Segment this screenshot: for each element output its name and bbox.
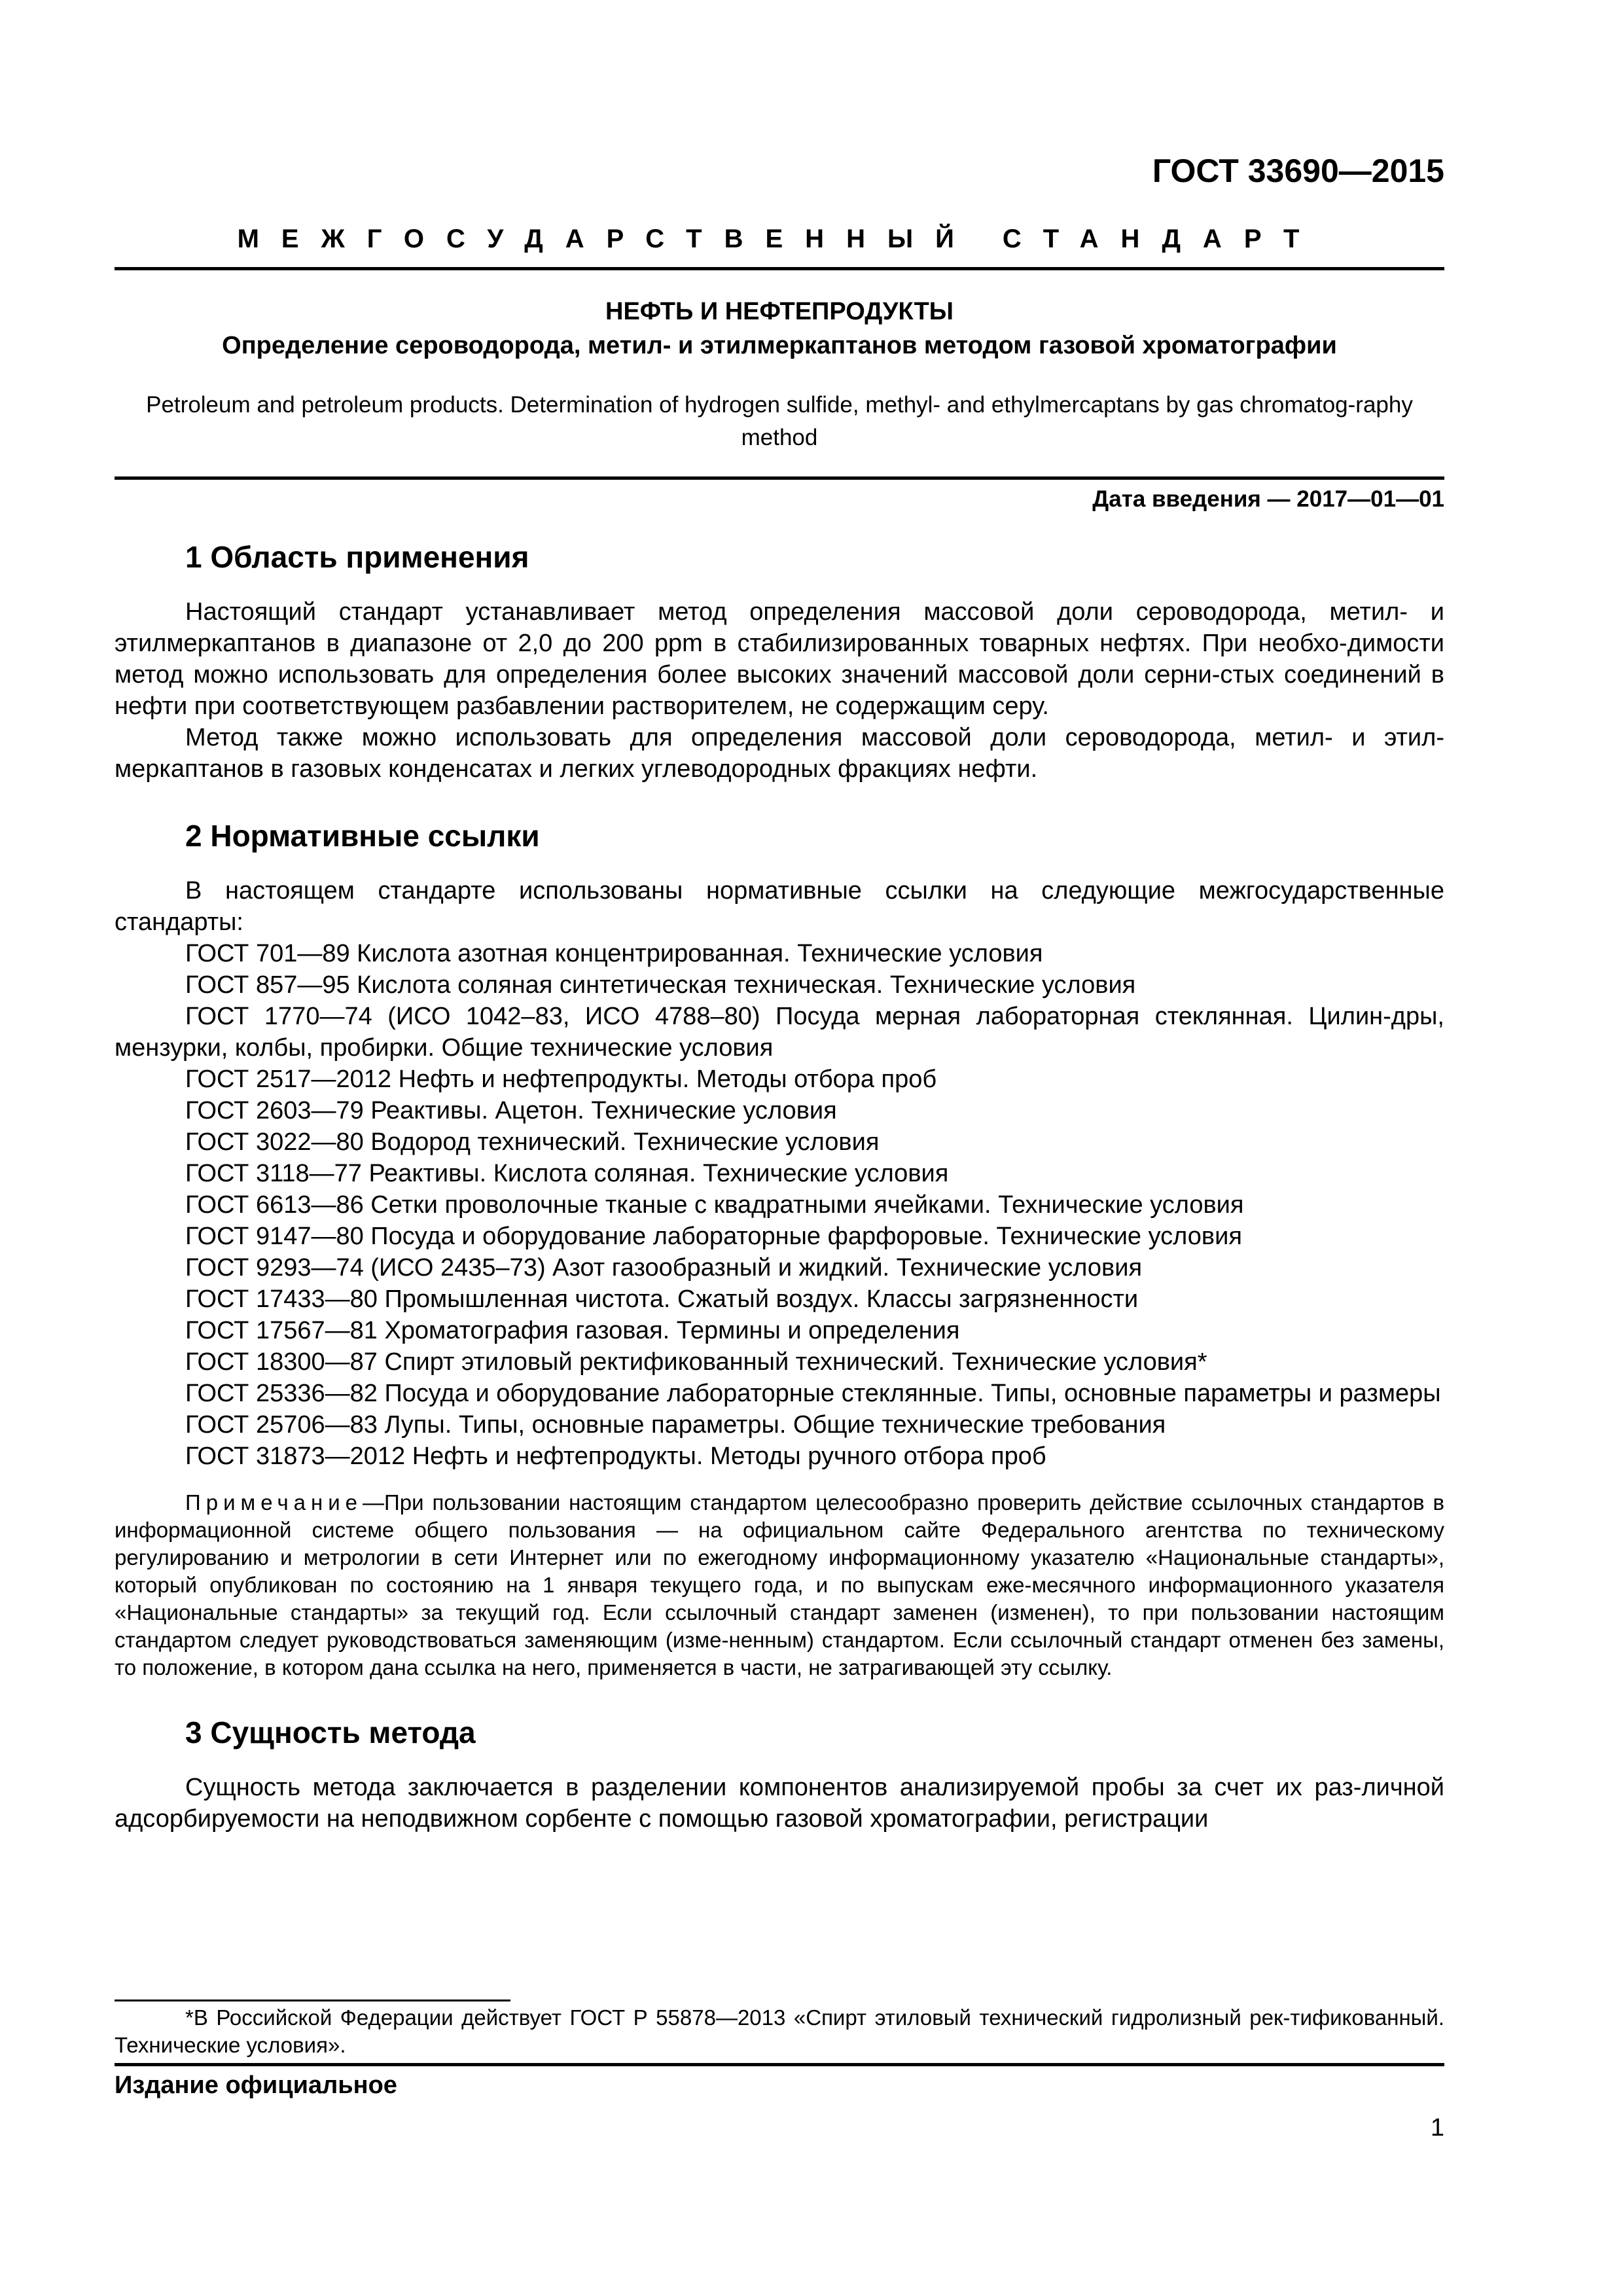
document-content: [115, 533, 1444, 1835]
title-subtitle: Определение сероводорода, метил- и этилмеркаптанов методом газовой хроматографии: [222, 332, 1337, 359]
note-label: Примечание: [185, 1490, 363, 1515]
reference-item: ГОСТ 6613—86 Сетки проволочные тканые с квадратными ячейками. Технические условия: [185, 1191, 1244, 1219]
section-2-intro: В настоящем стандарте использованы нормативные ссылки на следующие межгосударственные стандарты:: [115, 877, 1444, 936]
section-2-title: 2 Нормативные ссылки: [185, 819, 540, 853]
reference-item: ГОСТ 857—95 Кислота соляная синтетическая техническая. Технические условия: [185, 971, 1136, 999]
title-block: [115, 295, 1444, 454]
introduction-date: Дата введения — 2017—01—01: [1092, 486, 1444, 512]
reference-item: ГОСТ 701—89 Кислота азотная концентрированная. Технические условия: [185, 940, 1043, 967]
reference-item: ГОСТ 2517—2012 Нефть и нефтепродукты. Методы отбора проб: [185, 1066, 937, 1093]
section-3-title: 3 Сущность метода: [185, 1715, 476, 1749]
reference-item: ГОСТ 2603—79 Реактивы. Ацетон. Технические условия: [185, 1097, 837, 1124]
reference-item: ГОСТ 17567—81 Хроматография газовая. Термины и определения: [185, 1317, 960, 1344]
title-divider: [115, 476, 1444, 480]
reference-item: ГОСТ 17433—80 Промышленная чистота. Сжатый воздух. Классы загрязненности: [185, 1285, 1139, 1313]
section-1-paragraph: Метод также можно использовать для определения массовой доли сероводорода, метил- и этил-меркаптанов в газовых конденсатах и легких углеводородных фракциях нефти.: [115, 724, 1444, 783]
reference-item: ГОСТ 3022—80 Водород технический. Технические условия: [185, 1128, 880, 1156]
banner-word-interstate: МЕЖГОСУДАРСТВЕННЫЙ: [237, 224, 976, 253]
section-3-paragraph: Сущность метода заключается в разделении компонентов анализируемой пробы за счет их раз-личной адсорбируемости на неподвижном сорбенте с помощью газовой хроматографии, регистрации: [115, 1774, 1444, 1833]
reference-item: ГОСТ 3118—77 Реактивы. Кислота соляная. Технические условия: [185, 1160, 949, 1187]
reference-item: ГОСТ 1770—74 (ИСО 1042–83, ИСО 4788–80) Посуда мерная лабораторная стеклянная. Цилин-дры, мензурки, колбы, пробирки. Общие технические условия: [115, 1003, 1444, 1062]
document-page: [115, 0, 1444, 2296]
official-edition-label: Издание официальное: [115, 2072, 397, 2099]
standard-banner: [115, 221, 1444, 270]
banner-word-standard: СТАНДАРТ: [1002, 224, 1322, 253]
reference-item: ГОСТ 9147—80 Посуда и оборудование лабораторные фарфоровые. Технические условия: [185, 1223, 1242, 1250]
page-number: 1: [1430, 2114, 1444, 2142]
reference-item: ГОСТ 9293—74 (ИСО 2435–73) Азот газообразный и жидкий. Технические условия: [185, 1254, 1143, 1282]
reference-list: [115, 938, 1444, 1472]
footnote-divider: [115, 2000, 510, 2001]
bottom-divider: [115, 2063, 1444, 2066]
title-main: НЕФТЬ И НЕФТЕПРОДУКТЫ: [605, 298, 954, 325]
section-2-note: [115, 1489, 1444, 1681]
section-1-title: 1 Область применения: [185, 540, 529, 574]
title-english: Petroleum and petroleum products. Determination of hydrogen sulfide, methyl- and ethylmercaptans by gas chromatog-raphy method: [146, 392, 1413, 450]
reference-item: ГОСТ 18300—87 Спирт этиловый ректификованный технический. Технические условия*: [185, 1348, 1207, 1376]
reference-item: ГОСТ 25706—83 Лупы. Типы, основные параметры. Общие технические требования: [185, 1411, 1166, 1439]
note-text: —При пользовании настоящим стандартом целесообразно проверить действие ссылочных стандартов в информационной системе общего пользования — на официальном сайте Федерального агентства по техническому регулированию и метрологии в сети Интернет или по ежегодному информационному указателю «Национальные стандарты», который опубликован по состоянию на 1 января текущего года, и по выпускам еже-месячного информационного указателя «Национальные стандарты» за текущий год. Если ссылочный стандарт заменен (изменен), то при пользовании настоящим стандартом следует руководствоваться заменяющим (изме-ненным) стандартом. Если ссылочный стандарт отменен без замены, то положение, в котором дана ссылка на него, применяется в части, не затрагивающей эту ссылку.: [115, 1490, 1444, 1679]
reference-item: ГОСТ 25336—82 Посуда и оборудование лабораторные стеклянные. Типы, основные параметры и размеры: [185, 1380, 1441, 1407]
gost-number: ГОСТ 33690—2015: [1152, 152, 1444, 189]
footnote: *В Российской Федерации действует ГОСТ Р 55878—2013 «Спирт этиловый технический гидролизный рек-тификованный. Технические условия».: [115, 2005, 1444, 2057]
section-1-paragraph: Настоящий стандарт устанавливает метод определения массовой доли сероводорода, метил- и этилмеркаптанов в диапазоне от 2,0 до 200 ppm в стабилизированных товарных нефтях. При необхо-димости метод можно использовать для определения более высоких значений массовой доли серни-стых соединений в нефти при соответствующем разбавлении растворителем, не содержащим серу.: [115, 598, 1444, 720]
reference-item: ГОСТ 31873—2012 Нефть и нефтепродукты. Методы ручного отбора проб: [185, 1443, 1046, 1470]
